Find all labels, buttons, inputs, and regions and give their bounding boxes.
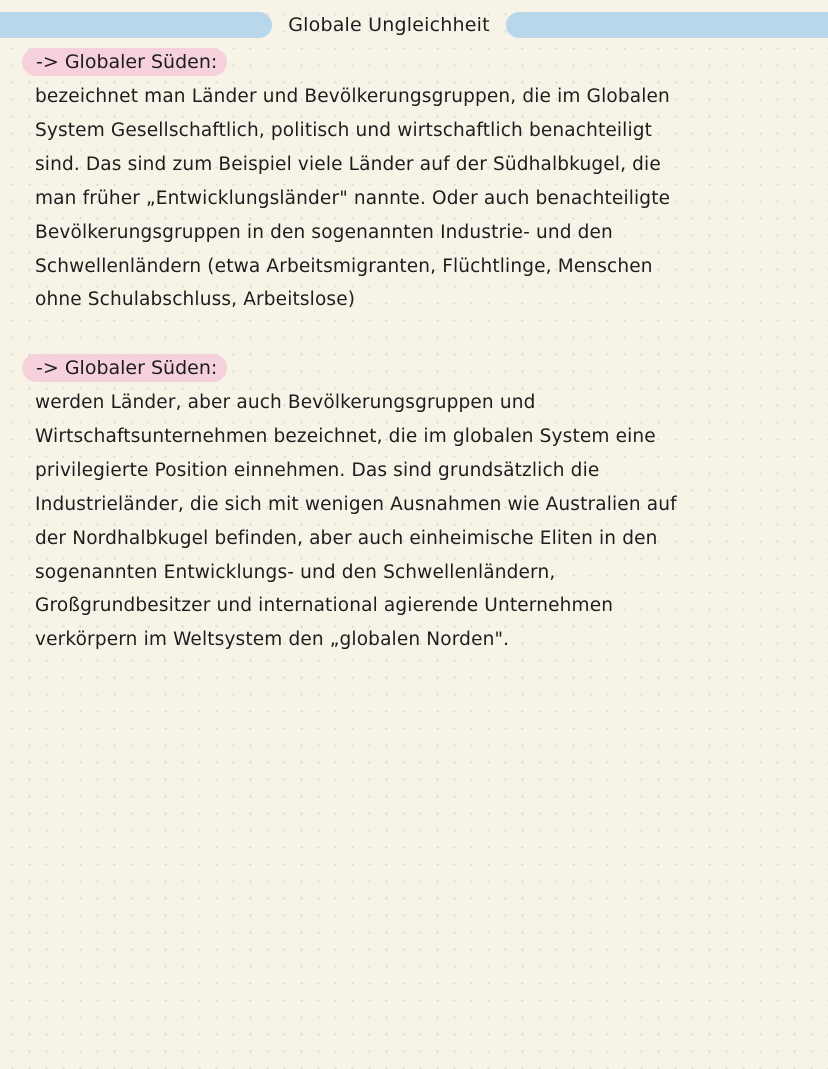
- title-bar: [0, 12, 828, 38]
- paragraph-line: sogenannten Entwicklungs- und den Schwellenländern,: [35, 561, 556, 583]
- page-title: Globale Ungleichheit: [288, 14, 490, 36]
- paragraph-line: werden Länder, aber auch Bevölkerungsgruppen und: [35, 392, 536, 413]
- paragraph-line: Wirtschaftsunternehmen bezeichnet, die im globalen System eine: [35, 425, 656, 447]
- title-bar-left-stripe: [0, 12, 272, 38]
- paragraph-line: der Nordhalbkugel befinden, aber auch einheimische Eliten in den: [35, 527, 658, 549]
- section-paragraph: [35, 80, 805, 317]
- section-heading: -> Globaler Süden:: [22, 48, 227, 76]
- title-bar-right-stripe: [506, 12, 828, 38]
- section-heading: -> Globaler Süden:: [22, 354, 227, 382]
- paragraph-line: System Gesellschaftlich, politisch und wirtschaftlich benachteiligt: [35, 119, 653, 141]
- paragraph-line: sind. Das sind zum Beispiel viele Länder auf der Südhalbkugel, die: [35, 153, 661, 175]
- paragraph-line: man früher „Entwicklungsländer" nannte. Oder auch benachteiligte: [35, 187, 671, 209]
- paragraph-line: Schwellenländern (etwa Arbeitsmigranten, Flüchtlinge, Menschen: [35, 255, 653, 277]
- paragraph-line: bezeichnet man Länder und Bevölkerungsgruppen, die im Globalen: [35, 86, 670, 107]
- section-globaler-sueden-2: [0, 354, 828, 657]
- section-globaler-sueden-1: [0, 48, 828, 317]
- section-paragraph: [35, 386, 805, 657]
- paragraph-line: privilegierte Position einnehmen. Das sind grundsätzlich die: [35, 459, 600, 481]
- paragraph-line: Großgrundbesitzer und international agierende Unternehmen: [35, 595, 614, 617]
- paragraph-line: ohne Schulabschluss, Arbeitslose): [35, 289, 356, 311]
- paragraph-line: Industrieländer, die sich mit wenigen Ausnahmen wie Australien auf: [35, 493, 677, 515]
- paragraph-line: Bevölkerungsgruppen in den sogenannten Industrie- und den: [35, 221, 613, 243]
- paragraph-line: verkörpern im Weltsystem den „globalen Norden".: [35, 629, 510, 651]
